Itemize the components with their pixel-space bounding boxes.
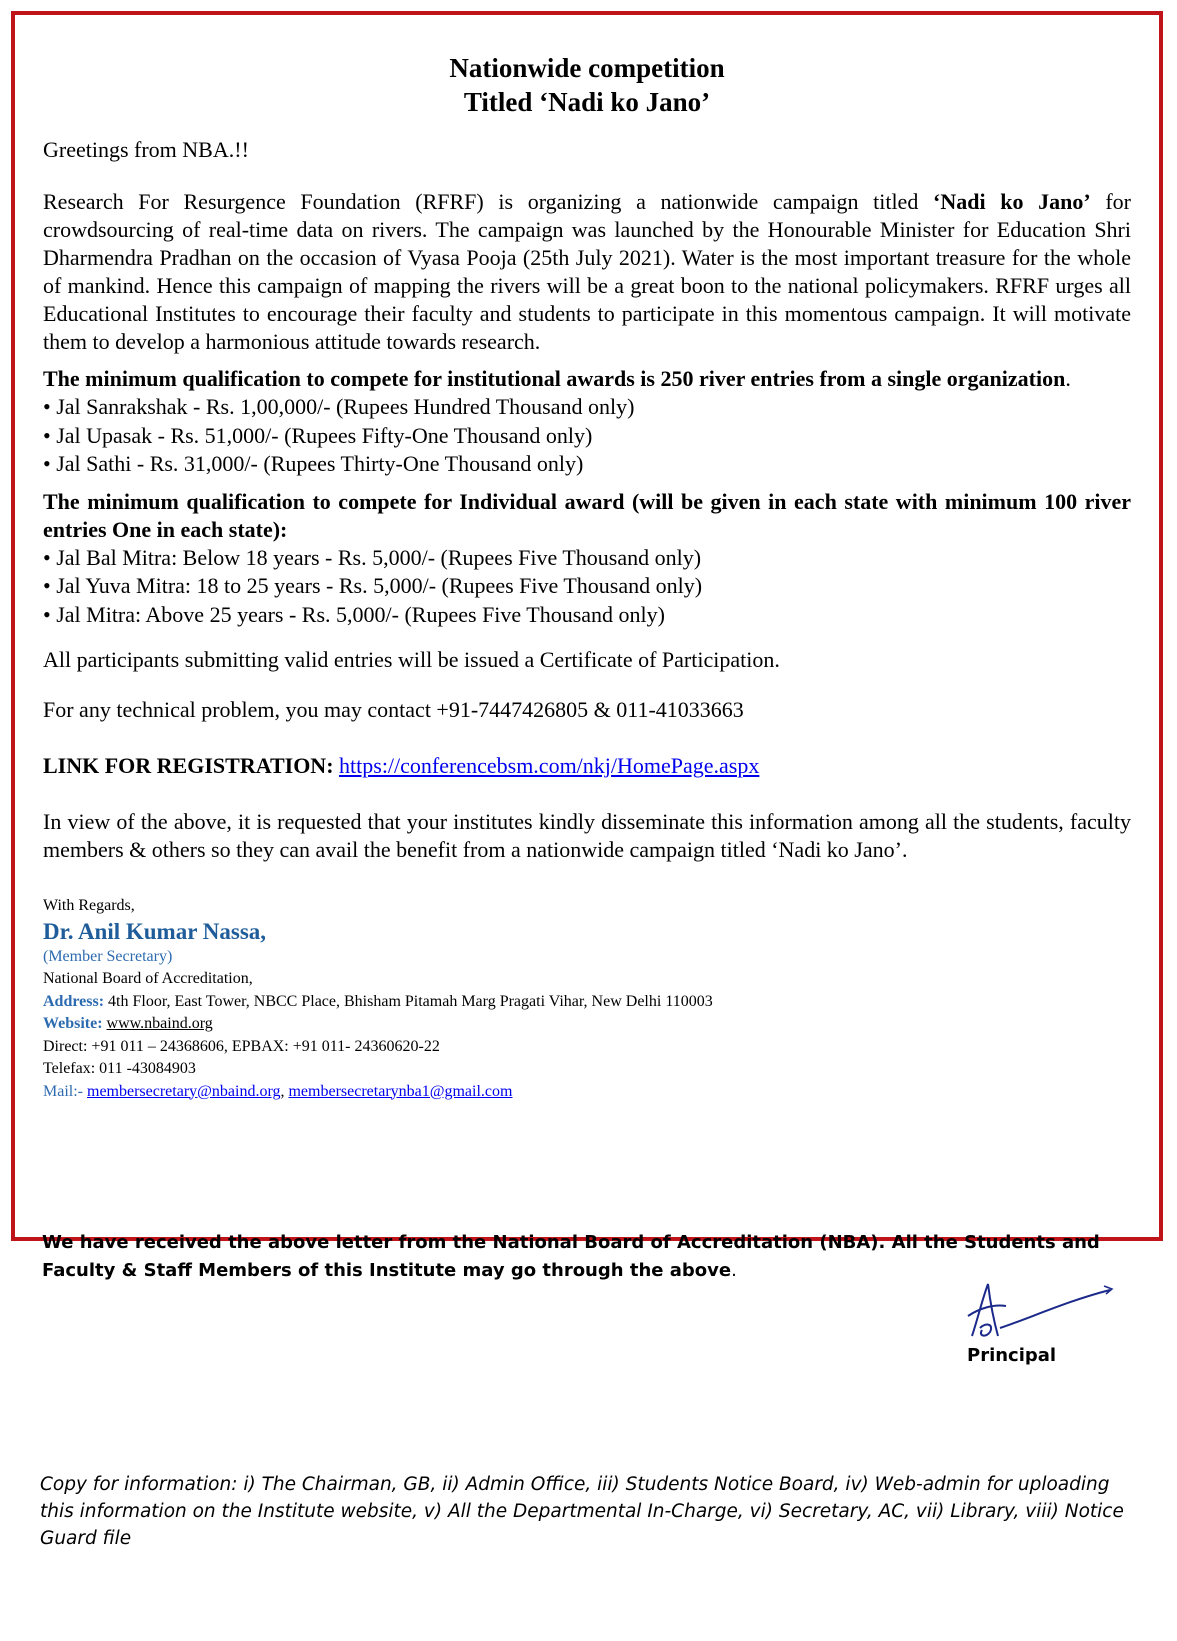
- institute-note-text: We have received the above letter from the National Board of Accreditation (NBA). All the Students and Faculty & Staff Members of this Institute may go through the above: [42, 1232, 1100, 1281]
- individual-qualification: The minimum qualification to compete for Individual award (will be given in each state with minimum 100 river entries One in each state):: [43, 488, 1131, 542]
- mail-link-2[interactable]: membersecretarynba1@gmail.com: [288, 1082, 513, 1100]
- award-item: • Jal Yuva Mitra: 18 to 25 years - Rs. 5,000/- (Rupees Five Thousand only): [43, 573, 703, 598]
- registration-link[interactable]: https://conferencebsm.com/nkj/HomePage.aspx: [339, 753, 760, 778]
- award-item: • Jal Sanrakshak - Rs. 1,00,000/- (Rupees Hundred Thousand only): [43, 394, 635, 419]
- intro-text-2: for crowdsourcing of real-time data on rivers. The campaign was launched by the Honourable Minister for Education Shri Dharmendra Pradhan on the occasion of Vyasa Pooja (25th July 2021). Water is the most important treasure for the whole of mankind. Hence this campaign of mapping the rivers will be a great boon to the national policymakers. RFRF urges all Educational Institutes to encourage their faculty and students to participate in this momentous campaign. It will motivate them to develop a harmonious attitude towards research.: [43, 189, 1132, 354]
- award-item: • Jal Sathi - Rs. 31,000/- (Rupees Thirty-One Thousand only): [43, 451, 584, 476]
- institutional-heading: The minimum qualification to compete for institutional awards is 250 river entries from a single organization: [43, 366, 1066, 391]
- address-line: [43, 991, 1131, 1014]
- institute-note: [42, 1229, 1130, 1285]
- website-link[interactable]: www.nbaind.org: [106, 1015, 213, 1032]
- registration-label: LINK FOR REGISTRATION:: [43, 753, 334, 778]
- address-label: Address:: [43, 992, 105, 1010]
- intro-paragraph: [43, 188, 1131, 356]
- award-item: • Jal Bal Mitra: Below 18 years - Rs. 5,000/- (Rupees Five Thousand only): [43, 544, 702, 570]
- institute-note-end: .: [731, 1260, 737, 1281]
- request-paragraph: In view of the above, it is requested that your institutes kindly disseminate this information among all the students, faculty members & others so they can avail the benefit from a nationwide campaign titled ‘Nadi ko Jano’.: [43, 809, 1131, 862]
- telefax-line: Telefax: 011 -43084903: [43, 1060, 196, 1077]
- award-item: • Jal Upasak - Rs. 51,000/- (Rupees Fifty-One Thousand only): [43, 422, 593, 448]
- title-line-2: Titled ‘Nadi ko Jano’: [463, 87, 711, 117]
- mail-separator: ,: [280, 1082, 289, 1100]
- intro-text-1: Research For Resurgence Foundation (RFRF) is organizing a nationwide campaign titled: [43, 189, 933, 214]
- registration-row: [43, 752, 1131, 780]
- mail-label: Mail:-: [43, 1082, 87, 1100]
- award-item: • Jal Mitra: Above 25 years - Rs. 5,000/- (Rupees Five Thousand only): [43, 601, 665, 627]
- website-line: [43, 1013, 1131, 1036]
- organization-name: National Board of Accreditation,: [43, 970, 253, 987]
- institutional-award-list: [43, 393, 1131, 479]
- website-label: Website:: [43, 1015, 103, 1032]
- regards-line: With Regards,: [43, 897, 135, 914]
- signature-block: [43, 895, 1131, 1103]
- greeting: Greetings from NBA.!!: [43, 137, 249, 162]
- letter-body: [43, 51, 1131, 1103]
- principal-label: Principal: [967, 1345, 1057, 1366]
- mail-link-1[interactable]: membersecretary@nbaind.org: [87, 1082, 281, 1100]
- contact-note: For any technical problem, you may contact +91-7447426805 & 011-41033663: [43, 697, 744, 722]
- institutional-qualification: [43, 365, 1131, 393]
- direct-line: Direct: +91 011 – 24368606, EPBAX: +91 011- 24360620-22: [43, 1037, 440, 1055]
- address-text: 4th Floor, East Tower, NBCC Place, Bhisham Pitamah Marg Pragati Vihar, New Delhi 110003: [104, 992, 713, 1010]
- certificate-note: All participants submitting valid entries will be issued a Certificate of Participation.: [43, 647, 780, 672]
- intro-campaign-name: ‘Nadi ko Jano’: [933, 189, 1091, 214]
- signatory-designation: (Member Secretary): [43, 947, 173, 965]
- principal-signature: [960, 1278, 1120, 1348]
- title-line-1: Nationwide competition: [449, 53, 725, 83]
- institutional-heading-end: .: [1065, 366, 1071, 391]
- signatory-name: Dr. Anil Kumar Nassa,: [43, 918, 267, 944]
- copy-for-information: Copy for information: i) The Chairman, GB, ii) Admin Office, iii) Students Notice Board, iv) Web-admin for uploading this information on the Institute website, v) All the Departmental In-Charge, vi) Secretary, AC, vii) Library, viii) Notice Guard file: [40, 1473, 1124, 1549]
- individual-award-list: [43, 544, 1131, 630]
- mail-line: [43, 1081, 1131, 1104]
